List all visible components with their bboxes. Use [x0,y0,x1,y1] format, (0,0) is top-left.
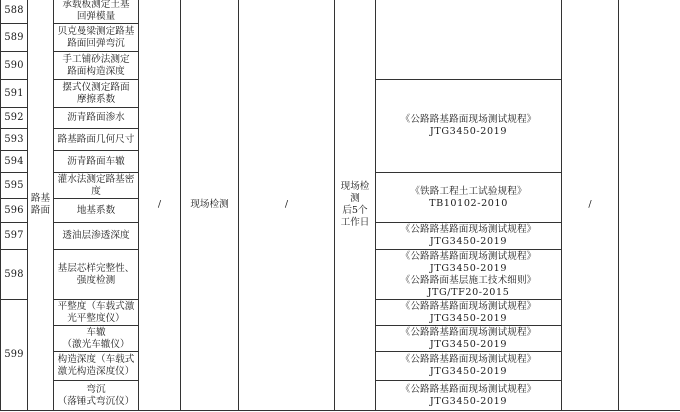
row-number: 590 [1,52,28,80]
standard-cell: 《公路路基路面现场测试规程》 JTG3450-2019 [376,381,562,411]
row-number: 591 [1,80,28,108]
standard-cell: 《铁路工程土工试验规程》 TB10102-2010 [376,173,562,223]
standard-cell: 《公路路基路面现场测试规程》 JTG3450-2019 [376,326,562,352]
test-item: 透油层渗透深度 [54,223,139,250]
test-item: 承载板测定土基 回弹模量 [54,0,139,24]
table-row [1,0,680,24]
test-item: 手工铺砂法测定 路面构造深度 [54,52,139,80]
standard-cell: 《公路路基路面现场测试规程》 JTG3450-2019 [376,223,562,250]
row-number: 596 [1,199,28,223]
row-number: 589 [1,24,28,52]
row-number: 595 [1,173,28,199]
note-cell: / [562,0,619,411]
remark-cell: / [239,0,335,411]
blank-cell [619,0,680,411]
test-item: 沥青路面渗水 [54,108,139,129]
test-item: 沥青路面车辙 [54,151,139,173]
category-label: 路基路面 [30,192,51,216]
row-number: 594 [1,151,28,173]
test-item: 贝克曼梁测定路基 路面回弹弯沉 [54,24,139,52]
standard-cell: 《公路路基路面现场测试规程》 JTG3450-2019 [376,300,562,326]
test-item: 基层芯样完整性、 强度检测 [54,250,139,300]
standard-cell: 《公路路基路面现场测试规程》 JTG3450-2019 《公路路面基层施工技术细则》 JTG/TF20-2015 [376,250,562,300]
test-item: 摆式仪测定路面 摩擦系数 [54,80,139,108]
standard-cell: 《公路路基路面现场测试规程》 JTG3450-2019 [376,352,562,381]
test-subitem: 平整度（车载式激 光平整度仪） [54,300,139,326]
test-item: 灌水法测定路基密 度 [54,173,139,199]
row-number: 599 [1,300,28,411]
time-limit-cell: 现场检测 后5个 工作日 [335,0,376,411]
category-cell [28,0,54,411]
standard-cell: 《公路路基路面现场测试规程》 JTG3450-2019 [376,80,562,173]
test-item: 地基系数 [54,199,139,223]
restriction-cell: / [139,0,181,411]
test-subitem: 弯沉 （落锤式弯沉仪） [54,381,139,411]
test-subitem: 车辙 （激光车辙仪） [54,326,139,352]
row-number: 593 [1,129,28,151]
standard-cell-empty [376,0,562,80]
location-cell: 现场检测 [181,0,239,411]
row-number: 597 [1,223,28,250]
row-number: 598 [1,250,28,300]
row-number: 588 [1,0,28,24]
test-subitem: 构造深度（车载式 激光构造深度仪） [54,352,139,381]
test-item: 路基路面几何尺寸 [54,129,139,151]
row-number: 592 [1,108,28,129]
